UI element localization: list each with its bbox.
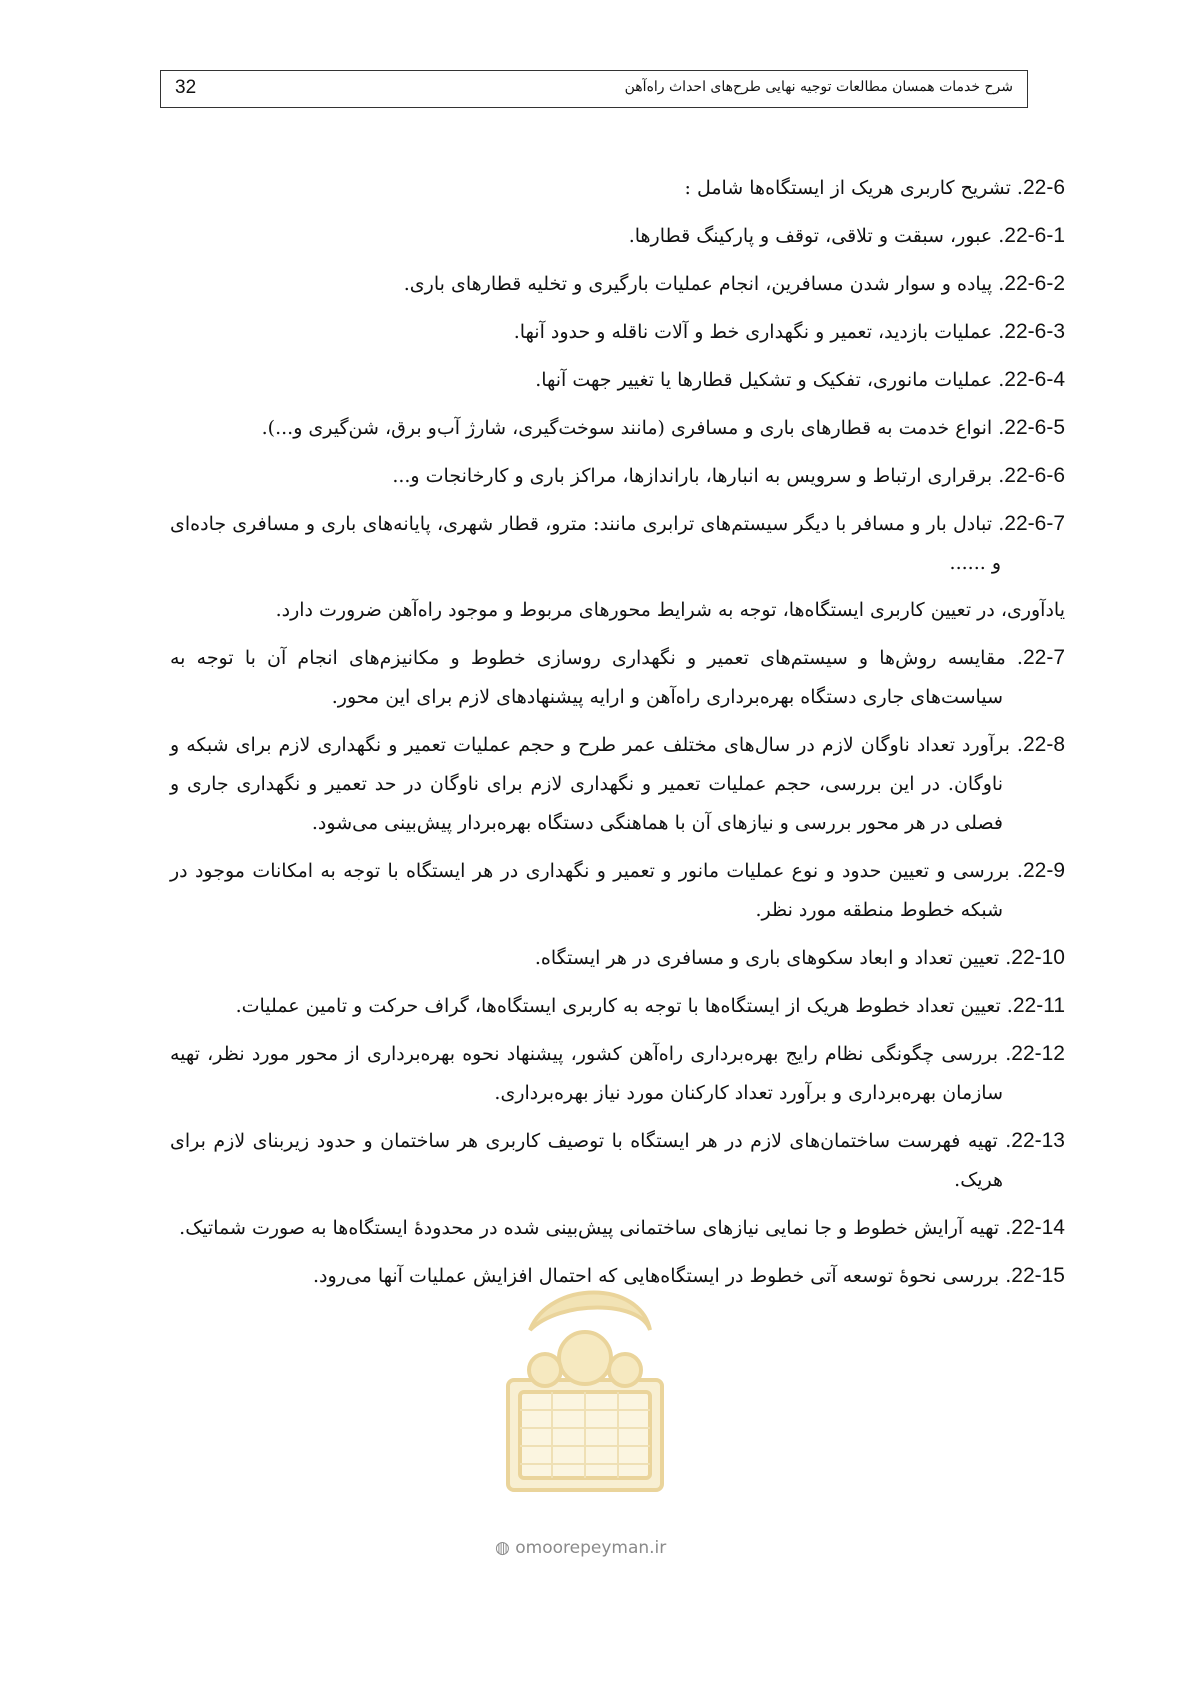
item-number: 22-14: [1011, 1216, 1065, 1239]
item-number: 22-12: [1011, 1042, 1065, 1065]
item-number: 22-6-4: [1004, 368, 1065, 391]
list-item: [170, 725, 1065, 843]
list-item: [170, 504, 1065, 583]
item-text: . انواع خدمت به قطارهای باری و مسافری (مانند سوخت‌گیری، شارژ آب‌و برق، شن‌گیری و...).: [261, 417, 1005, 439]
list-item: [170, 986, 1065, 1026]
item-text: . عملیات بازدید، تعمیر و نگهداری خط و آلات ناقله و حدود آنها.: [513, 321, 1005, 343]
list-item: [170, 360, 1065, 400]
item-text: . پیاده و سوار شدن مسافرین، انجام عملیات بارگیری و تخلیه قطارهای باری.: [403, 273, 1005, 295]
item-text: . تشریح کاربری هریک از ایستگاه‌ها شامل :: [684, 177, 1023, 199]
list-item: [170, 216, 1065, 256]
item-text: . بررسی و تعیین حدود و نوع عملیات مانور و تعمیر و نگهداری در هر ایستگاه با توجه به امکانات موجود در شبکه خطوط منطقه مورد نظر.: [170, 860, 1023, 921]
item-number: 22-6-3: [1004, 320, 1065, 343]
item-list: [170, 168, 1065, 1296]
item-number: 22-10: [1011, 946, 1065, 969]
item-text: . تهیه فهرست ساختمان‌های لازم در هر ایستگاه با توصیف کاربری هر ساختمان و حدود زیربنای لازم برای هریک.: [170, 1130, 1012, 1191]
page-number: 32: [175, 77, 197, 98]
list-item: [170, 638, 1065, 717]
item-text: . تهیه آرایش خطوط و جا نمایی نیازهای ساختمانی پیش‌بینی شده در محدودهٔ ایستگاه‌ها به صورت شماتیک.: [179, 1217, 1012, 1239]
list-item: [170, 1121, 1065, 1200]
item-number: 22-6: [1022, 176, 1065, 199]
list-item: [170, 1034, 1065, 1113]
item-number: 22-8: [1022, 733, 1065, 756]
item-text: . تعیین تعداد خطوط هریک از ایستگاه‌ها با توجه به کاربری ایستگاه‌ها، گراف حرکت و تامین عملیات.: [235, 995, 1013, 1017]
page-header: [160, 70, 1028, 108]
item-text: . عبور، سبقت و تلاقی، توقف و پارکینگ قطارها.: [628, 225, 1005, 247]
list-item: [170, 312, 1065, 352]
globe-icon: ◍: [495, 1538, 510, 1558]
item-number: 22-13: [1011, 1129, 1065, 1152]
list-item: [170, 1208, 1065, 1248]
item-number: 22-7: [1022, 646, 1065, 669]
item-text: . مقایسه روش‌ها و سیستم‌های تعمیر و نگهداری روسازی خطوط و مکانیزم‌های انجام آن با توجه به سیاست‌های جاری دستگاه بهره‌برداری راه‌آهن و ارایه پیشنهادهای لازم برای این محور.: [170, 647, 1023, 708]
item-text: . تعیین تعداد و ابعاد سکوهای باری و مسافری در هر ایستگاه.: [534, 947, 1012, 969]
item-text: . بررسی نحوهٔ توسعه آتی خطوط در ایستگاه‌هایی که احتمال افزایش عملیات آنها می‌رود.: [312, 1265, 1012, 1287]
item-number: 22-9: [1022, 859, 1065, 882]
item-number: 22-6-6: [1004, 464, 1065, 487]
seal-logo-icon: [490, 1270, 680, 1510]
item-text: . تبادل بار و مسافر با دیگر سیستم‌های ترابری مانند: مترو، قطار شهری، پایانه‌های باری و مسافری جاده‌ای و ......: [170, 513, 1005, 574]
item-text: یادآوری، در تعیین کاربری ایستگاه‌ها، توجه به شرایط محورهای مربوط و موجود راه‌آهن ضرورت دارد.: [275, 599, 1065, 621]
list-item: [170, 938, 1065, 978]
list-item: [170, 264, 1065, 304]
list-item: [170, 408, 1065, 448]
item-number: 22-11: [1012, 994, 1065, 1017]
item-number: 22-6-5: [1004, 416, 1065, 439]
list-item: [170, 168, 1065, 208]
item-text: . برآورد تعداد ناوگان لازم در سال‌های مختلف عمر طرح و حجم عملیات تعمیر و نگهداری لازم برای شبکه و ناوگان. در این بررسی، حجم عملیات تعمیر و نگهداری لازم برای ناوگان در حد تعمیر و نگهداری جاری و فصلی در هر محور بررسی و نیازهای آن با هماهنگی دستگاه بهره‌بردار پیش‌بینی می‌شود.: [170, 734, 1023, 834]
item-text: . برقراری ارتباط و سرویس به انبارها، باراندازها، مراکز باری و کارخانجات و...: [392, 465, 1005, 487]
header-title: شرح خدمات همسان مطالعات توجیه نهایی طرح‌های احداث راه‌آهن: [624, 79, 1013, 95]
document-body: [170, 168, 1065, 1304]
list-item: [170, 456, 1065, 496]
item-number: 22-6-2: [1004, 272, 1065, 295]
item-text: . عملیات مانوری، تفکیک و تشکیل قطارها یا تغییر جهت آنها.: [535, 369, 1005, 391]
item-number: 22-15: [1011, 1264, 1065, 1287]
item-number: 22-6-7: [1004, 512, 1065, 535]
watermark-url: ◍ omoorepeyman.ir: [495, 1538, 667, 1558]
list-item: [170, 851, 1065, 930]
note-paragraph: [170, 591, 1065, 630]
item-text: . بررسی چگونگی نظام رایج بهره‌برداری راه‌آهن کشور، پیشنهاد نحوه بهره‌برداری از محور مورد نظر، تهیه سازمان بهره‌برداری و برآورد تعداد کارکنان مورد نیاز بهره‌برداری.: [170, 1043, 1012, 1104]
item-number: 22-6-1: [1004, 224, 1065, 247]
